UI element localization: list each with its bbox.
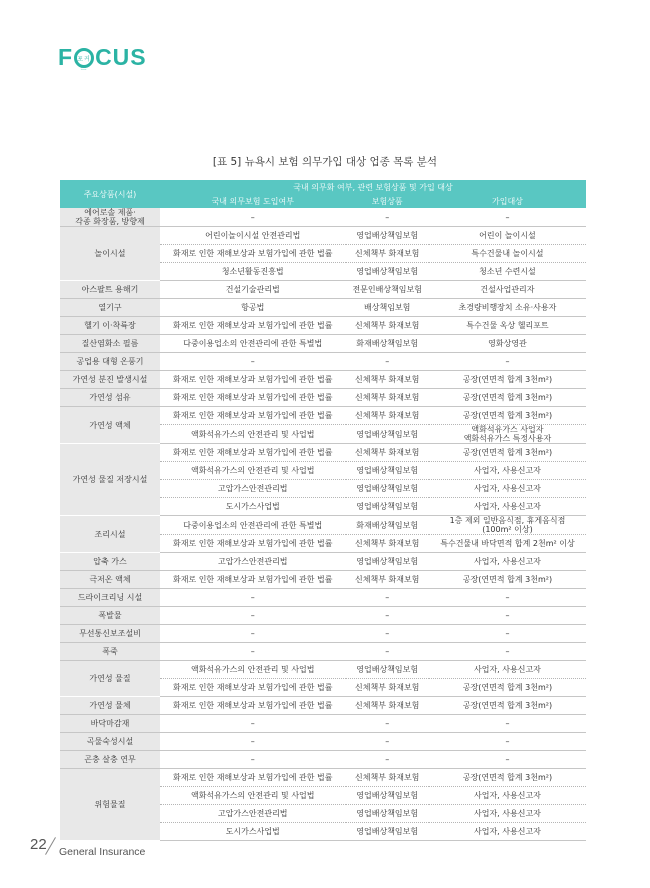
cell-target: 사업자, 사용신고자 <box>429 480 586 498</box>
cell-target: 공장(연면적 합계 3천m²) <box>429 371 586 389</box>
cell-product: 화재배상책임보험 <box>346 516 429 535</box>
table-row <box>60 317 586 335</box>
table-row <box>60 299 586 317</box>
cell-product: – <box>346 589 429 607</box>
header-product: 보험상품 <box>346 194 429 208</box>
table-row <box>60 571 586 589</box>
cell-target: – <box>429 733 586 751</box>
table-row <box>60 389 586 407</box>
industry-table <box>60 180 586 841</box>
cell-law: 화재로 인한 재해보상과 보험가입에 관한 법률 <box>160 407 346 425</box>
cell-category: 곡물숙성시설 <box>60 733 160 751</box>
cell-category: 헬기 이·착륙장 <box>60 317 160 335</box>
cell-product: 영업배상책임보험 <box>346 263 429 281</box>
cell-law: 액화석유가스의 안전관리 및 사업법 <box>160 425 346 444</box>
cell-target: – <box>429 715 586 733</box>
cell-category: 극저온 액체 <box>60 571 160 589</box>
cell-product: 신체책부 화재보험 <box>346 679 429 697</box>
cell-law: 화재로 인한 재해보상과 보험가입에 관한 법률 <box>160 371 346 389</box>
cell-law: 화재로 인한 재해보상과 보험가입에 관한 법률 <box>160 535 346 553</box>
cell-product: 영업배상책임보험 <box>346 553 429 571</box>
cell-target: 공장(연면적 합계 3천m²) <box>429 571 586 589</box>
cell-target: 공장(연면적 합계 3천m²) <box>429 444 586 462</box>
cell-law: 액화석유가스의 안전관리 및 사업법 <box>160 462 346 480</box>
cell-product: 전문인배상책임보험 <box>346 281 429 299</box>
cell-category: 조리시설 <box>60 516 160 553</box>
cell-target: 청소년 수련시설 <box>429 263 586 281</box>
cell-product: 신체책부 화재보험 <box>346 571 429 589</box>
cell-target: 사업자, 사용신고자 <box>429 787 586 805</box>
cell-category: 공업용 대형 온풍기 <box>60 353 160 371</box>
cell-category: 가연성 분진 발생시설 <box>60 371 160 389</box>
cell-law: 화재로 인한 재해보상과 보험가입에 관한 법률 <box>160 245 346 263</box>
cell-law: 도시가스사업법 <box>160 823 346 841</box>
cell-product: 영업배상책임보험 <box>346 227 429 245</box>
cell-law: – <box>160 625 346 643</box>
cell-target: – <box>429 208 586 227</box>
table-row <box>60 208 586 227</box>
cell-category: 폭발물 <box>60 607 160 625</box>
header-main-product: 주요상품(시설) <box>60 180 160 208</box>
footer-title: General Insurance <box>59 846 146 858</box>
cell-product: – <box>346 208 429 227</box>
cell-target: 사업자, 사용신고자 <box>429 823 586 841</box>
cell-product: 영업배상책임보험 <box>346 787 429 805</box>
cell-target: 어린이 놀이시설 <box>429 227 586 245</box>
cell-category: 질산염화소 필름 <box>60 335 160 353</box>
cell-product: 영업배상책임보험 <box>346 480 429 498</box>
cell-product: 신체책부 화재보험 <box>346 407 429 425</box>
cell-target: 공장(연면적 합계 3천m²) <box>429 679 586 697</box>
cell-target: 1층 제외 일반음식점, 휴게음식점 (100m² 이상) <box>429 516 586 535</box>
cell-target: 액화석유가스 사업자 액화석유가스 특정사용자 <box>429 425 586 444</box>
cell-category: 압축 가스 <box>60 553 160 571</box>
cell-target: 공장(연면적 합계 3천m²) <box>429 769 586 787</box>
cell-category: 가연성 물체 <box>60 697 160 715</box>
table-row <box>60 353 586 371</box>
table-row <box>60 643 586 661</box>
header-target: 가입대상 <box>429 194 586 208</box>
table-row <box>60 335 586 353</box>
cell-target: 공장(연면적 합계 3천m²) <box>429 697 586 715</box>
cell-target: – <box>429 589 586 607</box>
cell-target: 사업자, 사용신고자 <box>429 553 586 571</box>
cell-product: 신체책부 화재보험 <box>346 444 429 462</box>
cell-law: 다중이용업소의 안전관리에 관한 특별법 <box>160 335 346 353</box>
cell-product: 영업배상책임보험 <box>346 498 429 516</box>
cell-target: 사업자, 사용신고자 <box>429 805 586 823</box>
cell-law: 화재로 인한 재해보상과 보험가입에 관한 법률 <box>160 769 346 787</box>
cell-law: – <box>160 208 346 227</box>
cell-law: 고압가스안전관리법 <box>160 805 346 823</box>
cell-category: 열기구 <box>60 299 160 317</box>
cell-category: 가연성 물질 <box>60 661 160 697</box>
table-row <box>60 733 586 751</box>
cell-law: 어린이놀이시설 안전관리법 <box>160 227 346 245</box>
cell-law: 항공법 <box>160 299 346 317</box>
page-number: 22 <box>30 836 47 853</box>
cell-law: 화재로 인한 재해보상과 보험가입에 관한 법률 <box>160 697 346 715</box>
table-row <box>60 227 586 245</box>
cell-target: 건설사업관리자 <box>429 281 586 299</box>
table-row <box>60 281 586 299</box>
table-row <box>60 715 586 733</box>
cell-product: 화재배상책임보험 <box>346 335 429 353</box>
cell-target: – <box>429 353 586 371</box>
cell-category: 가연성 물질 저장시설 <box>60 444 160 516</box>
cell-product: 신체책부 화재보험 <box>346 389 429 407</box>
cell-target: 공장(연면적 합계 3천m²) <box>429 407 586 425</box>
cell-product: 영업배상책임보험 <box>346 425 429 444</box>
cell-product: – <box>346 643 429 661</box>
table-title: [표 5] 뉴욕시 보험 의무가입 대상 업종 목록 분석 <box>212 156 438 168</box>
cell-law: – <box>160 589 346 607</box>
cell-target: 사업자, 사용신고자 <box>429 462 586 480</box>
cell-product: 신체책부 화재보험 <box>346 535 429 553</box>
table-row <box>60 769 586 787</box>
cell-law: – <box>160 643 346 661</box>
logo-letters-cus: CUS <box>95 44 147 70</box>
footer-slash <box>45 837 56 855</box>
table-row <box>60 516 586 535</box>
cell-category: 바닥마감재 <box>60 715 160 733</box>
cell-product: 신체책부 화재보험 <box>346 697 429 715</box>
cell-law: 고압가스안전관리법 <box>160 553 346 571</box>
cell-category: 위험물질 <box>60 769 160 841</box>
cell-category: 놀이시설 <box>60 227 160 281</box>
cell-target: 사업자, 사용신고자 <box>429 661 586 679</box>
table-row <box>60 407 586 425</box>
cell-law: 청소년활동진흥법 <box>160 263 346 281</box>
header-group: 국내 의무화 여부, 관련 보험상품 및 가입 대상 <box>160 180 586 194</box>
cell-target: – <box>429 751 586 769</box>
cell-law: 액화석유가스의 안전관리 및 사업법 <box>160 661 346 679</box>
cell-law: – <box>160 751 346 769</box>
focus-logo <box>58 44 147 71</box>
cell-product: – <box>346 733 429 751</box>
cell-target: – <box>429 625 586 643</box>
table-row <box>60 697 586 715</box>
table-row <box>60 607 586 625</box>
cell-target: 특수건물내 놀이시설 <box>429 245 586 263</box>
table-row <box>60 625 586 643</box>
cell-law: 화재로 인한 재해보상과 보험가입에 관한 법률 <box>160 444 346 462</box>
cell-law: 건설기술관리법 <box>160 281 346 299</box>
cell-product: 영업배상책임보험 <box>346 661 429 679</box>
table-body <box>60 208 586 841</box>
cell-product: 신체책부 화재보험 <box>346 371 429 389</box>
cell-target: 특수건물내 바닥면적 합계 2천m² 이상 <box>429 535 586 553</box>
cell-category: 드라이크리닝 시설 <box>60 589 160 607</box>
cell-product: 신체책부 화재보험 <box>346 245 429 263</box>
table-row <box>60 371 586 389</box>
cell-target: 초경량비행장치 소유·사용자 <box>429 299 586 317</box>
cell-target: 특수건물 옥상 헬리포트 <box>429 317 586 335</box>
cell-product: 신체책부 화재보험 <box>346 317 429 335</box>
header-law: 국내 의무보험 도입여부 <box>160 194 346 208</box>
cell-product: – <box>346 715 429 733</box>
cell-law: 화재로 인한 재해보상과 보험가입에 관한 법률 <box>160 679 346 697</box>
cell-target: 영화상영관 <box>429 335 586 353</box>
logo-letter-f: F <box>58 44 74 70</box>
cell-product: 영업배상책임보험 <box>346 462 429 480</box>
cell-law: – <box>160 353 346 371</box>
cell-product: 신체책부 화재보험 <box>346 769 429 787</box>
cell-category: 에어로솔 제품· 각종 화장품, 방향제 <box>60 208 160 227</box>
cell-product: 영업배상책임보험 <box>346 805 429 823</box>
cell-law: – <box>160 733 346 751</box>
cell-product: – <box>346 353 429 371</box>
cell-category: 가연성 섬유 <box>60 389 160 407</box>
cell-target: – <box>429 643 586 661</box>
table-row <box>60 751 586 769</box>
cell-category: 아스팔트 용해기 <box>60 281 160 299</box>
table-row <box>60 589 586 607</box>
cell-law: 액화석유가스의 안전관리 및 사업법 <box>160 787 346 805</box>
cell-target: 사업자, 사용신고자 <box>429 498 586 516</box>
cell-product: 배상책임보험 <box>346 299 429 317</box>
cell-law: 화재로 인한 재해보상과 보험가입에 관한 법률 <box>160 317 346 335</box>
cell-category: 가연성 액체 <box>60 407 160 444</box>
cell-law: 화재로 인한 재해보상과 보험가입에 관한 법률 <box>160 571 346 589</box>
cell-law: 고압가스안전관리법 <box>160 480 346 498</box>
cell-law: 화재로 인한 재해보상과 보험가입에 관한 법률 <box>160 389 346 407</box>
table-row <box>60 444 586 462</box>
cell-target: 공장(연면적 합계 3천m²) <box>429 389 586 407</box>
cell-category: 곤충 살충 연무 <box>60 751 160 769</box>
cell-product: – <box>346 625 429 643</box>
cell-product: – <box>346 751 429 769</box>
table-row <box>60 661 586 679</box>
logo-o-ring-icon <box>74 48 94 72</box>
cell-category: 폭죽 <box>60 643 160 661</box>
cell-product: 영업배상책임보험 <box>346 823 429 841</box>
cell-product: – <box>346 607 429 625</box>
cell-law: 다중이용업소의 안전관리에 관한 특별법 <box>160 516 346 535</box>
cell-law: – <box>160 607 346 625</box>
table-row <box>60 553 586 571</box>
logo-o-label: 포커스 <box>77 56 91 72</box>
cell-law: – <box>160 715 346 733</box>
cell-target: – <box>429 607 586 625</box>
cell-category: 무선통신보조설비 <box>60 625 160 643</box>
cell-law: 도시가스사업법 <box>160 498 346 516</box>
